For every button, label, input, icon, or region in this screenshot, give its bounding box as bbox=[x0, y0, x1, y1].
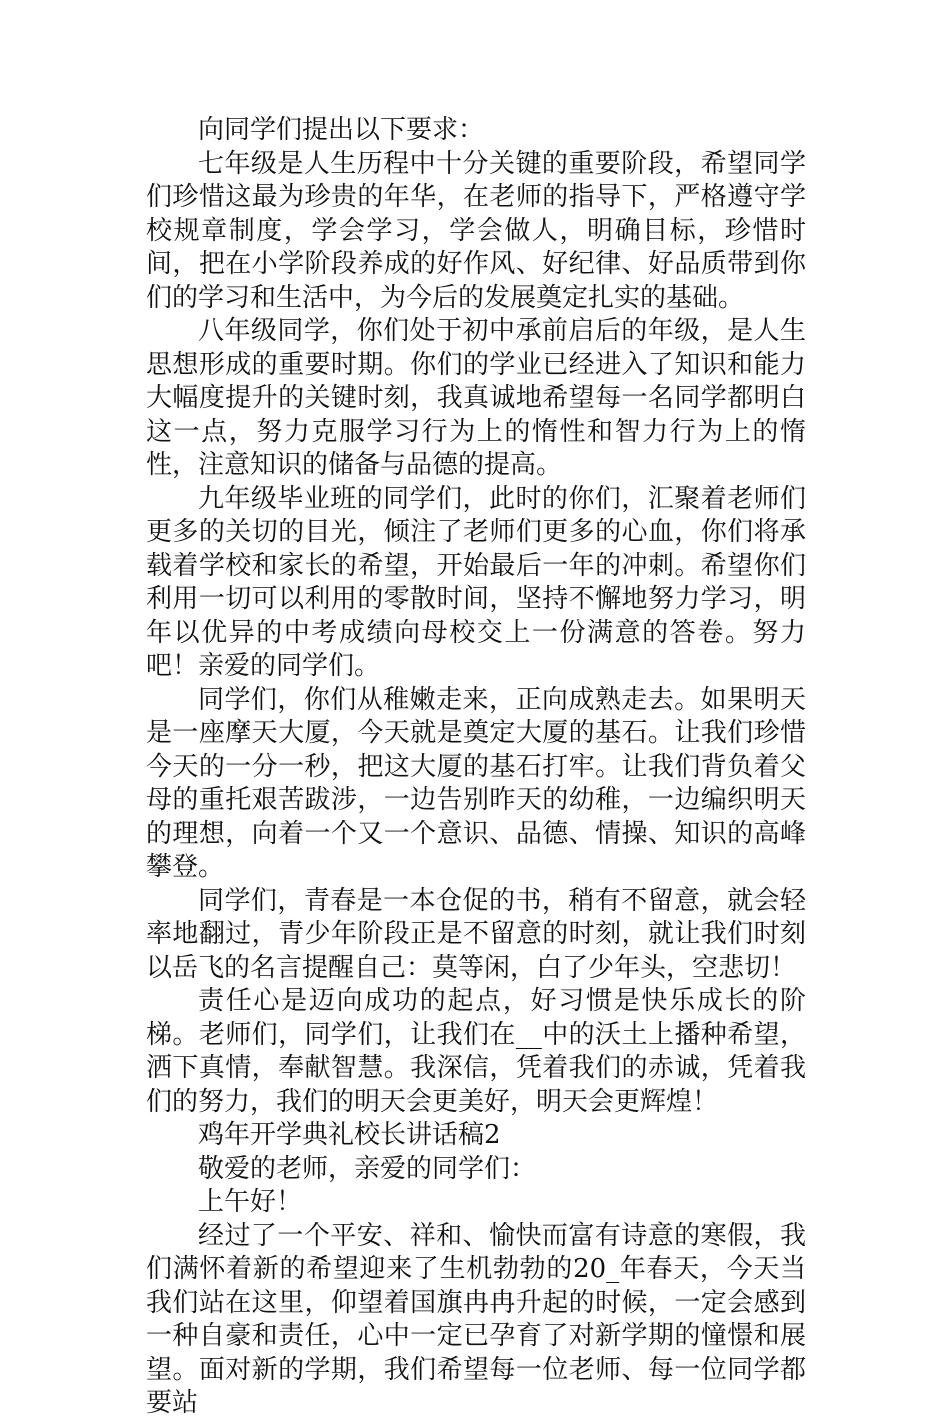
document-body bbox=[146, 114, 806, 1421]
paragraph-grade-nine: 九年级毕业班的同学们，此时的你们，汇聚着老师们更多的关切的目光，倾注了老师们更多的心血，你们将承载着学校和家长的希望，开始最后一年的冲刺。希望你们利用一切可以利用的零散时间，坚持不懈地努力学习，明年以优异的中考成绩向母校交上一份满意的答卷。努力吧！亲爱的同学们。 bbox=[146, 483, 806, 681]
greeting: 上午好！ bbox=[198, 1187, 303, 1217]
paragraph-grade-seven: 七年级是人生历程中十分关键的重要阶段，希望同学们珍惜这最为珍贵的年华，在老师的指导下，严格遵守学校规章制度，学会学习，学会做人，明确目标，珍惜时间，把在小学阶段养成的好作风、好纪律、好品质带到你们的学习和生活中，为今后的发展奠定扎实的基础。 bbox=[146, 148, 806, 313]
paragraph-requirements-intro: 向同学们提出以下要求： bbox=[198, 115, 485, 145]
paragraph-growth: 同学们，你们从稚嫩走来，正向成熟走去。如果明天是一座摩天大厦，今天就是奠定大厦的基石。让我们珍惜今天的一分一秒，把这大厦的基石打牢。让我们背负着父母的重托艰苦跋涉，一边告别昨天的幼稚，一边编织明天的理想，向着一个又一个意识、品德、情操、知识的高峰攀登。 bbox=[146, 684, 806, 882]
paragraph-new-semester: 经过了一个平安、祥和、愉快而富有诗意的寒假，我们满怀着新的希望迎来了生机勃勃的20_年春天，今天当我们站在这里，仰望着国旗冉冉升起的时候，一定会感到一种自豪和责任，心中一定已孕育了对新学期的憧憬和展望。面对新的学期，我们希望每一位老师、每一位同学都要站 bbox=[146, 1220, 806, 1418]
paragraph-responsibility: 责任心是迈向成功的起点，好习惯是快乐成长的阶梯。老师们，同学们，让我们在__中的沃土上播种希望，洒下真情，奉献智慧。我深信，凭着我们的赤诚，凭着我们的努力，我们的明天会更美好，明天会更辉煌！ bbox=[146, 986, 806, 1117]
section-title: 鸡年开学典礼校长讲话稿2 bbox=[198, 1120, 501, 1150]
paragraph-grade-eight: 八年级同学，你们处于初中承前启后的年级，是人生思想形成的重要时期。你们的学业已经进入了知识和能力大幅度提升的关键时刻，我真诚地希望每一名同学都明白这一点，努力克服学习行为上的惰性和智力行为上的惰性，注意知识的储备与品德的提高。 bbox=[146, 316, 806, 480]
salutation: 敬爱的老师，亲爱的同学们： bbox=[198, 1153, 537, 1184]
paragraph-youth: 同学们，青春是一本仓促的书，稍有不留意，就会轻率地翻过，青少年阶段正是不留意的时刻，就让我们时刻以岳飞的名言提醒自己：莫等闲，白了少年头，空悲切！ bbox=[146, 885, 806, 983]
